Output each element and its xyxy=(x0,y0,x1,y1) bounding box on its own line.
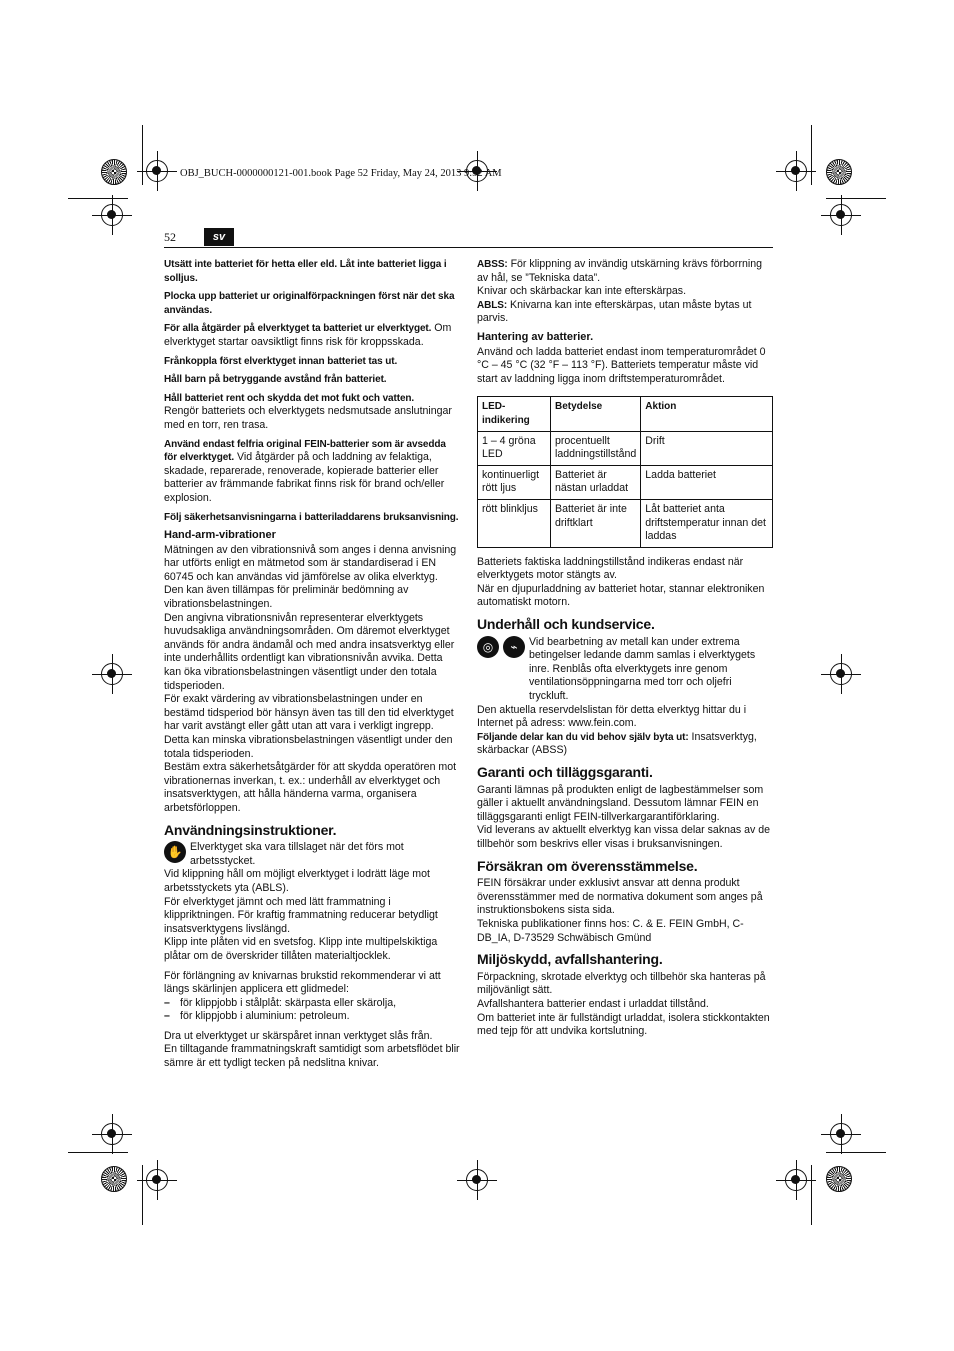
conformity-text: Tekniska publikationer finns hos: C. & E. FEIN GmbH, C-DB_IA, D-73529 Schwäbisch Gmünd xyxy=(477,917,744,944)
section-heading-vibration: Hand-arm-vibrationer xyxy=(164,529,276,542)
registration-mark-icon xyxy=(466,1169,488,1191)
crop-mark xyxy=(826,1152,886,1153)
color-target-icon xyxy=(101,1166,127,1192)
service-text: Den aktuella reservdelslistan för detta elverktyg hittar du i Internet på adress: www.fein.com. xyxy=(477,703,747,730)
crop-mark xyxy=(68,1152,128,1153)
table-header: LED-indikering xyxy=(478,397,551,431)
safety-note: Håll batteriet rent och skydda det mot fukt och vatten. Rengör batteriets och elverktygets nedsmutsade anslutningar med en torr, ren trasa. xyxy=(164,392,452,431)
battery-state-note: Batteriets faktiska laddningstillstånd indikeras endast när elverktygets motor stängts av. xyxy=(477,555,744,582)
safety-note: Använd endast felfria original FEIN-batterier som är avsedda för elverktyget. Vid åtgärder på och laddning av felaktiga, skadade, reparerade, renoverade, kopierade batterier eller batterier av främmande fabrikat finns risk för brand och/eller explosion. xyxy=(164,438,446,504)
abls-note: ABLS: Knivarna kan inte efterskärpas, utan måste bytas ut parvis. xyxy=(477,298,752,325)
service-parts: Följande delar kan du vid behov själv byta ut: Insatsverktyg, skärbackar (ABSS) xyxy=(477,730,757,757)
registration-mark-icon xyxy=(830,663,852,685)
usage-text: Vid klippning håll om möjligt elverktyget i lodrätt läge mot arbetsstyckets yta (ABLS). För elverktyget jämnt och med lätt frammatning i klippriktningen. För kraftig frammatning reducerar betydligt insatsverktygens livslängd. Klipp inte plåten vid en svetsfog. Klipp inte multipelskiktiga plåtar om de överskrider tillåten materialtjocklek. xyxy=(164,868,438,962)
environment-text: Förpackning, skrotade elverktyg och tillbehör ska hanteras på miljövänligt sätt. xyxy=(477,970,766,997)
abss-note: ABSS: För klippning av invändig utskärning krävs förborrning av hål, se ”Tekniska data”. xyxy=(477,258,763,284)
table-row xyxy=(478,499,773,547)
safety-note: Utsätt inte batteriet för hetta eller eld. Låt inte batteriet ligga i solljus. xyxy=(164,259,447,284)
section-heading-service: Underhåll och kundservice. xyxy=(477,616,655,633)
registration-mark-icon xyxy=(146,1169,168,1191)
led-table xyxy=(477,396,773,547)
safety-note: Håll barn på betryggande avstånd från batteriet. xyxy=(164,374,387,386)
page-number: 52 xyxy=(164,230,176,244)
service-note: ◎ ⌁ Vid bearbetning av metall kan under extrema betingelser ledande damm samlas i elverktygets inre. Renblås ofta elverktygets inre genom ventilationsöppningarna med torr och oljefri tryckluft. xyxy=(477,636,773,704)
section-heading-battery: Hantering av batterier. xyxy=(477,330,594,343)
color-target-icon xyxy=(101,159,127,185)
hand-icon: ✋ xyxy=(164,841,186,863)
section-heading-conformity: Försäkran om överensstämmelse. xyxy=(477,857,698,874)
deep-discharge-note: När en djupurladdning av batteriet hotar, stannar elektroniken automatiskt motorn. xyxy=(477,582,765,609)
registration-mark-icon xyxy=(101,663,123,685)
conformity-text: FEIN försäkrar under exklusivt ansvar att denna produkt överensstämmer med de normativa dokument som anges på instruktionsbokens sista sida. xyxy=(477,877,763,917)
crop-mark xyxy=(826,198,886,199)
header-rule xyxy=(164,247,773,248)
table-cell: Låt batteriet anta driftstemperatur innan det laddas xyxy=(641,499,773,547)
table-cell: Drift xyxy=(641,431,773,465)
battery-text: Använd och ladda batteriet endast inom temperaturområdet 0 °C – 45 °C (32 °F – 113 °F). Batteriets temperatur måste vid start av laddning ligga inom driftstemperaturområdet. xyxy=(477,345,766,385)
registration-mark-icon xyxy=(830,1123,852,1145)
color-target-icon xyxy=(826,1166,852,1192)
table-cell: kontinuerligt rött ljus xyxy=(478,465,551,499)
registration-mark-icon xyxy=(830,204,852,226)
table-cell: procentuellt laddningstillstånd xyxy=(551,431,641,465)
right-column xyxy=(477,258,773,1039)
table-header: Betydelse xyxy=(551,397,641,431)
table-row xyxy=(478,465,773,499)
safety-note: Plocka upp batteriet ur originalförpackningen först när det ska användas. xyxy=(164,291,455,316)
environment-text: Avfallshantera batterier endast i urladdat tillstånd. xyxy=(477,997,709,1010)
registration-mark-icon xyxy=(785,160,807,182)
lubricant-intro: För förlängning av knivarnas brukstid rekommenderar vi att längs skärlinjen applicera ett glidmedel: xyxy=(164,969,441,996)
list-item: – för klippjobb i stålplåt: skärpasta eller skärolja, xyxy=(164,997,460,1011)
usage-note: ✋ Elverktyget ska vara tillslaget när det förs mot arbetsstycket. xyxy=(164,841,460,868)
vibration-text: Mätningen av den vibrationsnivå som anges i denna anvisning har utförts enligt en mätmetod som är standardiserad i EN 60745 och kan användas vid jämförelse av olika elverktyg. Den kan även tillämpas för preliminär bedömning av vibrationsbelastningen. Den angivna vibrationsnivån representerar elverktygets huvudsakliga användningsområden. Om däremot elverktyget används för andra ändamål och med andra insatsverktyg eller inte underhållits ordentligt kan vibrationsnivån avvika. Detta kan öka vibrationsbelastningen väsentligt under den totala tidsperioden. För exakt värdering av vibrationsbelastningen under en bestämd tidsperiod bör hänsyn även tas till den tid elverktyget har varit avstängt eller gått utan att vara i verkligt ingrepp. Detta kan minska vibrationsbelastningen väsentligt under den totala tidsperioden. Bestäm extra säkerhetsåtgärder för att skydda operatören mot vibrationernas inverkan, t. ex.: underhåll av elverktyget och insatsverktygen, att hålla händerna varma, organisera arbetsförloppen. xyxy=(164,543,457,814)
table-cell: Batteriet är nästan urladdat xyxy=(551,465,641,499)
knives-note: Knivar och skärbackar kan inte efterskärpas. xyxy=(477,285,687,298)
language-tab: sv xyxy=(204,228,234,246)
usage-text-end: Dra ut elverktyget ur skärspåret innan verktyget slås från. En tilltagande frammatningskraft samtidigt som arbetsflödet blir sämre är ett tydligt tecken på nedslitna knivar. xyxy=(164,1029,460,1070)
left-column xyxy=(164,258,460,1071)
table-header-row xyxy=(478,397,773,431)
registration-mark-icon xyxy=(785,1169,807,1191)
table-cell: Batteriet är inte driftklart xyxy=(551,499,641,547)
section-heading-warranty: Garanti och tilläggsgaranti. xyxy=(477,764,653,780)
crop-mark xyxy=(68,198,128,199)
safety-note: För alla åtgärder på elverktyget ta batteriet ur elverktyget. Om elverktyget startar oavsiktligt finns risk för kroppsskada. xyxy=(164,322,452,348)
table-row xyxy=(478,431,773,465)
safety-glasses-icon: ◎ xyxy=(477,636,499,658)
crop-mark xyxy=(142,1165,143,1225)
color-target-icon xyxy=(826,159,852,185)
book-info: OBJ_BUCH-0000000121-001.book Page 52 Friday, May 24, 2013 9:52 AM xyxy=(180,168,502,179)
warranty-text: Garanti lämnas på produkten enligt de lagbestämmelser som gäller i aktuellt användningsland. Dessutom lämnar FEIN en tilläggsgaranti enligt FEIN-tillverkargarantiförklaring. xyxy=(477,783,764,823)
safety-note: Frånkoppla först elverktyget innan batteriet tas ut. xyxy=(164,355,398,367)
table-cell: Ladda batteriet xyxy=(641,465,773,499)
lubricant-list xyxy=(164,997,460,1024)
section-heading-environment: Miljöskydd, avfallshantering. xyxy=(477,951,663,968)
registration-mark-icon xyxy=(101,1123,123,1145)
list-item: – för klippjobb i aluminium: petroleum. xyxy=(164,1010,460,1024)
environment-text: Om batteriet inte är fullständigt urladdat, isolera stickkontakten med tejp för att undvika kortslutning. xyxy=(477,1011,770,1038)
safety-note: Följ säkerhetsanvisningarna i batteriladdarens bruksanvisning. xyxy=(164,511,459,523)
warranty-text: Vid leverans av aktuellt elverktyg kan vissa delar saknas av de tillbehör som beskrivs eller visas i bruksanvisningen. xyxy=(477,824,771,850)
table-cell: 1 – 4 gröna LED xyxy=(478,431,551,465)
registration-mark-icon xyxy=(101,204,123,226)
table-cell: rött blinkljus xyxy=(478,499,551,547)
crop-mark xyxy=(811,125,812,185)
crop-mark xyxy=(142,125,143,185)
crop-mark xyxy=(811,1165,812,1225)
section-heading-usage: Användningsinstruktioner. xyxy=(164,821,337,838)
compressed-air-icon: ⌁ xyxy=(503,636,525,658)
table-header: Aktion xyxy=(641,397,773,431)
registration-mark-icon xyxy=(146,160,168,182)
